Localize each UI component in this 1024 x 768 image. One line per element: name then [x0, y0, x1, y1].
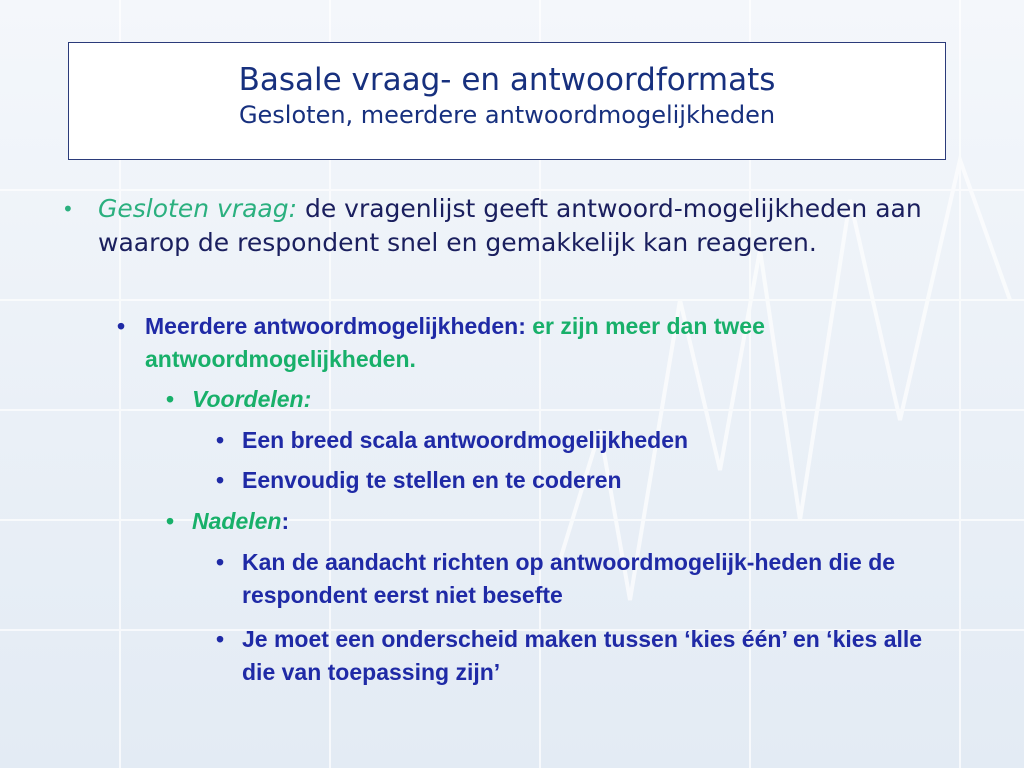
bullet-text: [145, 310, 937, 376]
slide-subtitle: Gesloten, meerdere antwoordmogelijkheden: [238, 101, 776, 129]
bullet-text: Een breed scala antwoordmogelijkheden: [242, 427, 689, 453]
bullet-term: Meerdere antwoordmogelijkheden:: [145, 313, 526, 339]
bullet-label: Voordelen:: [192, 386, 312, 412]
bullet-text: Kan de aandacht richten op antwoordmogelijk-heden die de respondent eerst niet besefte: [242, 549, 896, 608]
bullet-text: Eenvoudig te stellen en te coderen: [242, 467, 622, 493]
bullet-text: [98, 192, 962, 260]
bullet-marker: •: [166, 508, 175, 534]
bullet-term: Gesloten vraag:: [98, 194, 297, 223]
bullet-nadeel-1: [216, 546, 946, 612]
bullet-body: er zijn meer dan twee antwoordmogelijkheden.: [145, 313, 765, 372]
bullet-marker: •: [216, 427, 225, 453]
bullet-marker: •: [166, 386, 175, 412]
title-box: [68, 42, 946, 160]
nadelen-colon: :: [281, 508, 290, 534]
bullet-body: de vragenlijst geeft antwoord-mogelijkheden aan waarop de respondent snel en gemakkelijk kan reageren.: [98, 194, 922, 257]
bullet-text: Je moet een onderscheid maken tussen ‘kies één’ en ‘kies alle die van toepassing zijn’: [242, 626, 923, 685]
bullet-nadeel-2: [216, 623, 946, 689]
bullet-label: [192, 505, 289, 538]
bullet-marker: •: [117, 313, 126, 339]
bullet-marker: •: [62, 197, 74, 221]
bullet-nadelen: [166, 505, 926, 538]
bullet-marker: •: [216, 549, 225, 575]
bullet-voordeel-1: [216, 424, 956, 457]
bullet-marker: •: [216, 467, 225, 493]
bullet-marker: •: [216, 626, 225, 652]
bullet-meerdere-antwoordmogelijkheden: [117, 310, 937, 376]
nadelen-label: Nadelen: [192, 508, 282, 534]
bullet-voordeel-2: [216, 464, 956, 497]
slide-title: Basale vraag- en antwoordformats: [238, 62, 776, 98]
bullet-gesloten-vraag: [62, 192, 962, 260]
bullet-voordelen: [166, 383, 926, 416]
